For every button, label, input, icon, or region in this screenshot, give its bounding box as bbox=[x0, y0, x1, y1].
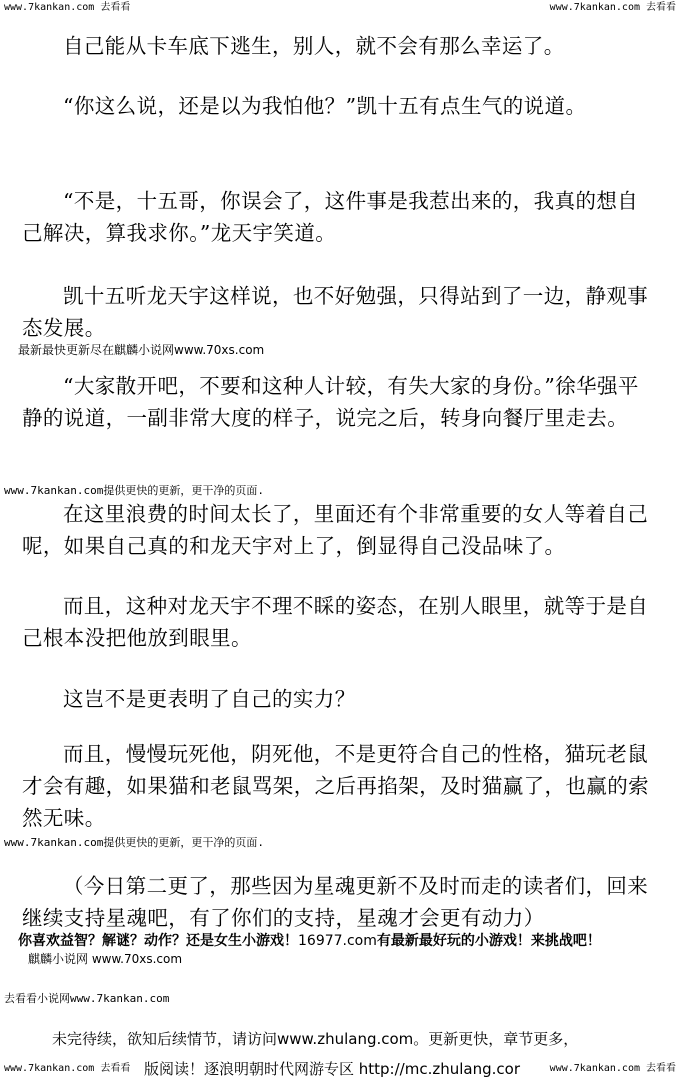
story-paragraph-7: 而且，这种对龙天宇不理不睬的姿态，在别人眼里，就等于是自己根本没把他放到眼里。 bbox=[22, 594, 649, 650]
story-paragraph-3: “不是，十五哥，你误会了，这件事是我惹出来的，我真的想自己解决，算我求你。”龙天宇笑道。 bbox=[22, 189, 639, 245]
ad-link-qilin[interactable]: 麒麟小说网 www.70xs.com bbox=[28, 952, 183, 966]
story-paragraph-6: 在这里浪费的时间太长了，里面还有个非常重要的女人等着自己呢，如果自己真的和龙天宇对上了，倒显得自己没品味了。 bbox=[22, 502, 649, 558]
story-paragraph-8: 这岂不是更表明了自己的实力？ bbox=[63, 687, 356, 711]
game-promo[interactable] bbox=[18, 930, 674, 950]
footer-zhulang-promo[interactable]: 版阅读！逐浪明朝时代网游专区 http://mc.zhulang.cor bbox=[144, 1060, 520, 1078]
story-paragraph-1: 自己能从卡车底下逃生，别人，就不会有那么幸运了。 bbox=[63, 34, 565, 58]
promo-site[interactable]: 16977.com bbox=[298, 933, 377, 949]
story-paragraph-4: 凯十五听龙天宇这样说，也不好勉强，只得站到了一边，静观事态发展。 bbox=[22, 284, 649, 340]
footer-site-link-left[interactable]: www.7kankan.com 去看看 bbox=[4, 1063, 131, 1074]
story-paragraph-9: 而且，慢慢玩死他，阴死他，不是更符合自己的性格，猫玩老鼠才会有趣，如果猫和老鼠骂架，之后再掐架，及时猫赢了，也赢的索然无味。 bbox=[22, 742, 649, 830]
promo-text: 你喜欢益智？解谜？动作？还是女生小游戏！ bbox=[18, 933, 298, 949]
story-paragraph-5: “大家散开吧，不要和这种人计较，有失大家的身份。”徐华强平静的说道，一副非常大度的样子，说完之后，转身向餐厅里走去。 bbox=[22, 374, 639, 430]
ad-link-7kankan[interactable]: www.7kankan.com提供更快的更新，更干净的页面. bbox=[4, 484, 264, 497]
ad-link-qilin[interactable]: 最新最快更新尽在麒麟小说网www.70xs.com bbox=[18, 343, 265, 357]
ad-link-7kankan-novel[interactable]: 去看看小说网www.7kankan.com bbox=[4, 992, 170, 1005]
header-site-link-left[interactable]: www.7kankan.com 去看看 bbox=[4, 2, 131, 13]
story-paragraph-2: “你这么说，还是以为我怕他？”凯十五有点生气的说道。 bbox=[63, 94, 587, 118]
footer-continue-notice[interactable]: 未完待续，欲知后续情节，请访问www.zhulang.com。更新更快，章节更多， bbox=[52, 1030, 579, 1048]
promo-tail: 有最新最好玩的小游戏！来挑战吧！ bbox=[376, 933, 601, 949]
author-note: （今日第二更了，那些因为星魂更新不及时而走的读者们，回来继续支持星魂吧，有了你们的支持，星魂才会更有动力） bbox=[22, 874, 649, 930]
footer-site-link-right[interactable]: www.7kankan.com 去看看 bbox=[549, 1063, 676, 1074]
header-site-link-right[interactable]: www.7kankan.com 去看看 bbox=[549, 2, 676, 13]
ad-link-7kankan[interactable]: www.7kankan.com提供更快的更新，更干净的页面. bbox=[4, 836, 264, 849]
